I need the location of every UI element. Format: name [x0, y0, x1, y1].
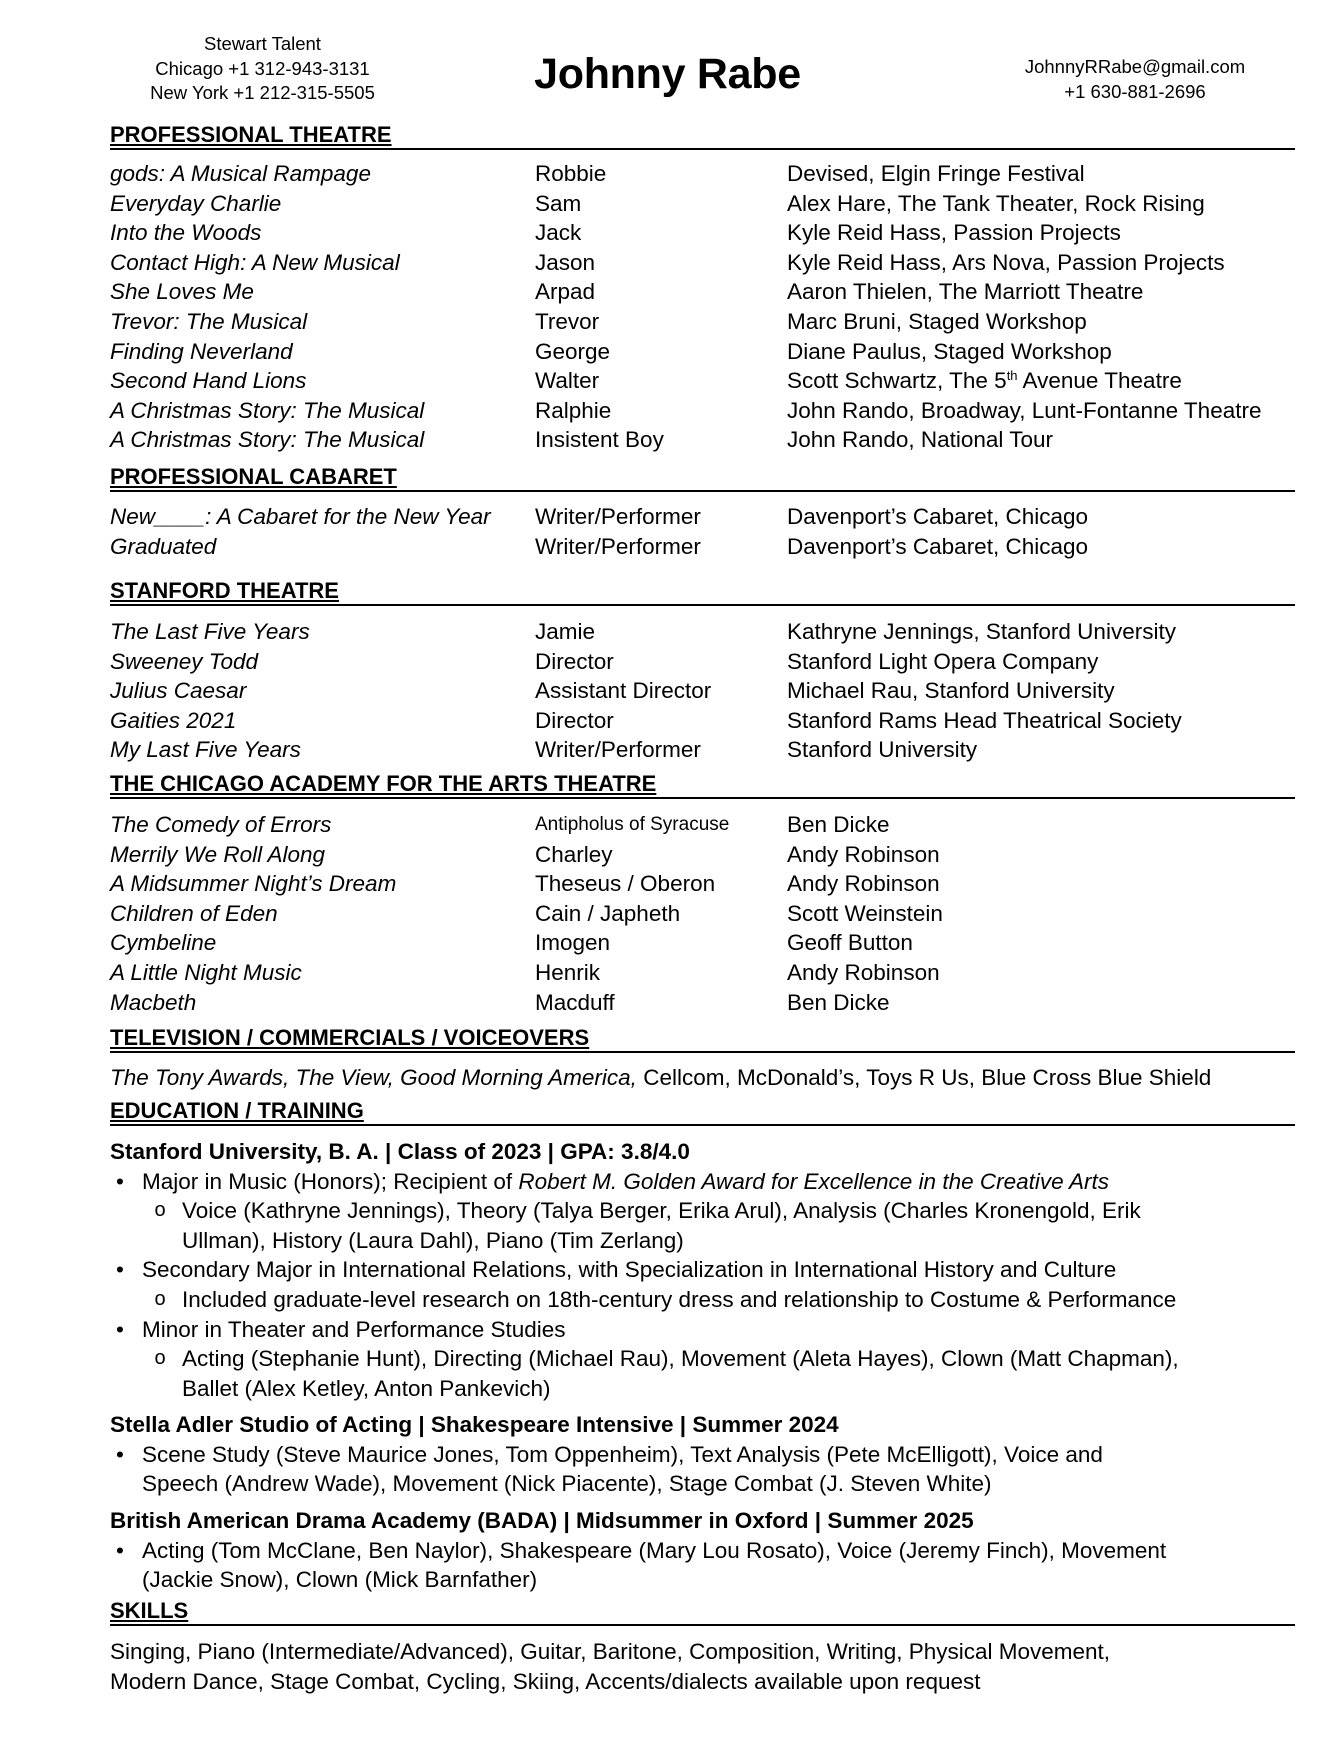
bullet-icon: • [116, 1537, 124, 1563]
credit-row [0, 396, 1335, 426]
credit-show: Merrily We Roll Along [110, 841, 326, 867]
credit-director: Andy Robinson [787, 960, 940, 985]
credit-director: Andy Robinson [787, 871, 940, 897]
credit-role: Ralphie [535, 397, 612, 423]
education-heading-bada: British American Drama Academy (BADA) | Midsummer in Oxford | Summer 2025 [110, 1508, 974, 1533]
credit-role: Writer/Performer [535, 504, 701, 529]
credit-show: Julius Caesar [110, 678, 247, 704]
credit-row [0, 189, 1335, 219]
sub-bullet-text: Acting (Stephanie Hunt), Directing (Michael Rau), Movement (Aleta Hayes), Clown (Matt Chapman), [182, 1346, 1179, 1372]
credit-row [0, 647, 1335, 677]
credit-role: Insistent Boy [535, 427, 664, 453]
credit-director: Stanford University [787, 737, 978, 763]
credit-role: Robbie [535, 161, 607, 186]
credit-role: Trevor [535, 309, 600, 334]
credit-director: Stanford Light Opera Company [787, 648, 1099, 674]
contact-email: JohnnyRRabe@gmail.com [1024, 56, 1246, 77]
credit-director: Kyle Reid Hass, Ars Nova, Passion Projects [787, 249, 1225, 275]
credit-show: Gaities 2021 [110, 707, 237, 733]
section-title: EDUCATION / TRAINING [110, 1098, 364, 1123]
credit-show: She Loves Me [110, 279, 254, 305]
credit-role: Theseus / Oberon [535, 871, 716, 897]
credit-row [0, 676, 1335, 706]
credit-show: Children of Eden [110, 900, 278, 926]
credit-show: A Christmas Story: The Musical [110, 427, 425, 453]
credit-role: Writer/Performer [535, 737, 701, 763]
credit-show: A Midsummer Night’s Dream [110, 871, 397, 897]
bullet-icon: • [116, 1168, 124, 1194]
credit-show: My Last Five Years [110, 737, 301, 763]
bullet-icon: • [116, 1257, 124, 1283]
credit-row [0, 617, 1335, 647]
credit-show: Cymbeline [110, 930, 217, 956]
bullet-text: Secondary Major in International Relations, with Specialization in International History and Culture [142, 1257, 1117, 1283]
credit-role: George [535, 338, 611, 364]
credit-director: Alex Hare, The Tank Theater, Rock Rising [787, 190, 1205, 216]
commercial-clients: Cellcom, McDonald’s, Toys R Us, Blue Cross Blue Shield [636, 1065, 1212, 1090]
credit-row [0, 337, 1335, 367]
section-title: PROFESSIONAL THEATRE [110, 122, 392, 147]
credit-role: Jamie [535, 619, 596, 644]
credit-row [0, 248, 1335, 278]
credit-show: gods: A Musical Rampage [110, 161, 371, 186]
sub-bullet-icon: o [154, 1347, 166, 1370]
section-title: TELEVISION / COMMERCIALS / VOICEOVERS [110, 1025, 590, 1050]
ordinal-suffix: th [1006, 368, 1018, 384]
bullet-text: Minor in Theater and Performance Studies [142, 1316, 566, 1342]
credit-show: Second Hand Lions [110, 368, 307, 394]
bullet-text: (Jackie Snow), Clown (Mick Barnfather) [142, 1567, 538, 1593]
credit-row [0, 928, 1335, 958]
credit-row [0, 366, 1335, 396]
bullet-text-part: Major in Music (Honors); Recipient of [142, 1168, 519, 1194]
credit-show: The Last Five Years [110, 619, 310, 644]
credit-row [0, 307, 1335, 337]
credit-role: Cain / Japheth [535, 900, 681, 926]
performer-name: Johnny Rabe [534, 50, 801, 98]
bullet-text: Speech (Andrew Wade), Movement (Nick Piacente), Stage Combat (J. Steven White) [142, 1471, 992, 1497]
television-shows: The Tony Awards, The View, Good Morning America, [110, 1065, 637, 1090]
section-professional-theatre [110, 124, 1295, 150]
credit-director: Devised, Elgin Fringe Festival [787, 161, 1085, 186]
credit-role: Walter [535, 368, 600, 394]
bullet-icon: • [116, 1441, 124, 1467]
credit-row [0, 988, 1335, 1018]
credit-show: A Christmas Story: The Musical [110, 397, 425, 423]
credit-row [0, 840, 1335, 870]
credit-director: Marc Bruni, Staged Workshop [787, 309, 1087, 334]
credit-row [0, 277, 1335, 307]
credit-director: Ben Dicke [787, 989, 890, 1015]
section-education [110, 1100, 1295, 1126]
skills-line: Modern Dance, Stage Combat, Cycling, Skiing, Accents/dialects available upon request [110, 1668, 981, 1694]
contact-phone: +1 630-881-2696 [1064, 80, 1206, 102]
credit-director: Michael Rau, Stanford University [787, 678, 1115, 704]
credit-role: Jack [535, 220, 582, 246]
credit-row [0, 958, 1335, 988]
education-heading-stella: Stella Adler Studio of Acting | Shakespeare Intensive | Summer 2024 [110, 1412, 839, 1437]
credit-show: Sweeney Todd [110, 648, 259, 674]
sub-bullet-text: Ullman), History (Laura Dahl), Piano (Tim Zerlang) [182, 1227, 684, 1253]
section-title: SKILLS [110, 1598, 189, 1623]
credit-role: Arpad [535, 279, 596, 305]
credit-row [0, 502, 1335, 532]
credit-show: A Little Night Music [110, 960, 302, 985]
credit-row [0, 706, 1335, 736]
section-television [110, 1027, 1295, 1053]
section-title: THE CHICAGO ACADEMY FOR THE ARTS THEATRE [110, 771, 657, 796]
credit-venue: Davenport’s Cabaret, Chicago [787, 533, 1089, 559]
sub-bullet-text: Ballet (Alex Ketley, Anton Pankevich) [182, 1375, 551, 1401]
credit-director: John Rando, National Tour [787, 427, 1054, 453]
credit-director: Scott Weinstein [787, 900, 943, 926]
credit-show: New____: A Cabaret for the New Year [110, 504, 491, 529]
bullet-text [142, 1167, 1109, 1197]
credit-director: Geoff Button [787, 930, 913, 956]
credit-director: Ben Dicke [787, 812, 890, 837]
credit-row [0, 425, 1335, 455]
bullet-icon: • [116, 1316, 124, 1342]
credit-row [0, 159, 1335, 189]
credit-show: Contact High: A New Musical [110, 249, 400, 275]
credit-role: Director [535, 707, 614, 733]
credit-director: Aaron Thielen, The Marriott Theatre [787, 279, 1144, 305]
credit-row [0, 869, 1335, 899]
credit-row [0, 735, 1335, 765]
credit-role: Henrik [535, 960, 601, 985]
agency-name: Stewart Talent [204, 33, 321, 54]
education-heading-stanford: Stanford University, B. A. | Class of 2023 | GPA: 3.8/4.0 [110, 1139, 690, 1164]
credit-show: Macbeth [110, 989, 197, 1015]
credit-show: The Comedy of Errors [110, 812, 332, 837]
sub-bullet-icon: o [154, 1199, 166, 1222]
sub-bullet-icon: o [154, 1288, 166, 1310]
credit-director: John Rando, Broadway, Lunt-Fontanne Theatre [787, 397, 1262, 423]
credit-role: Antipholus of Syracuse [535, 814, 730, 835]
credit-role: Imogen [535, 930, 611, 956]
credit-director: Stanford Rams Head Theatrical Society [787, 707, 1182, 733]
credit-show: Everyday Charlie [110, 190, 282, 216]
credit-role: Director [535, 648, 614, 674]
credit-role: Writer/Performer [535, 533, 701, 559]
credit-row [0, 810, 1335, 840]
credit-show: Into the Woods [110, 220, 262, 246]
credit-role: Sam [535, 190, 582, 216]
skills-line: Singing, Piano (Intermediate/Advanced), Guitar, Baritone, Composition, Writing, Physical Movement, [110, 1639, 1111, 1664]
television-credits [110, 1063, 1211, 1093]
credit-role: Macduff [535, 989, 615, 1015]
section-professional-cabaret [110, 466, 1295, 492]
credit-show: Finding Neverland [110, 338, 293, 364]
credit-show: Trevor: The Musical [110, 309, 308, 334]
credit-row [0, 899, 1335, 929]
credit-row [0, 532, 1335, 562]
credit-director: Andy Robinson [787, 841, 940, 867]
credit-show: Graduated [110, 533, 217, 559]
section-skills [110, 1600, 1295, 1626]
credit-director: Diane Paulus, Staged Workshop [787, 338, 1112, 364]
award-name: Robert M. Golden Award for Excellence in the Creative Arts [518, 1168, 1110, 1194]
credit-role: Assistant Director [535, 678, 712, 704]
section-title: PROFESSIONAL CABARET [110, 464, 397, 489]
credit-venue: Davenport’s Cabaret, Chicago [787, 504, 1089, 529]
sub-bullet-text: Voice (Kathryne Jennings), Theory (Talya Berger, Erika Arul), Analysis (Charles Kronengold, Erik [182, 1198, 1141, 1224]
credit-row [0, 218, 1335, 248]
sub-bullet-text: Included graduate-level research on 18th-century dress and relationship to Costume & Performance [182, 1287, 1177, 1312]
contact-block [985, 55, 1285, 104]
bullet-text: Acting (Tom McClane, Ben Naylor), Shakespeare (Mary Lou Rosato), Voice (Jeremy Finch), Movement [142, 1537, 1167, 1563]
section-chicago-academy [110, 773, 1295, 799]
credit-director-part: Scott Schwartz, The 5 [787, 368, 1007, 394]
agency-newyork-phone: New York +1 212-315-5505 [150, 82, 375, 103]
agency-chicago-phone: Chicago +1 312-943-3131 [155, 57, 370, 79]
bullet-text: Scene Study (Steve Maurice Jones, Tom Oppenheim), Text Analysis (Pete McElligott), Voice and [142, 1441, 1103, 1467]
credit-role: Jason [535, 249, 596, 275]
credit-role: Charley [535, 841, 613, 867]
section-title: STANFORD THEATRE [110, 578, 339, 603]
credit-director: Kyle Reid Hass, Passion Projects [787, 220, 1121, 246]
section-stanford-theatre [110, 580, 1295, 606]
credit-director-part: Avenue Theatre [1017, 368, 1182, 394]
credit-director [787, 366, 1182, 396]
credit-director: Kathryne Jennings, Stanford University [787, 619, 1176, 644]
